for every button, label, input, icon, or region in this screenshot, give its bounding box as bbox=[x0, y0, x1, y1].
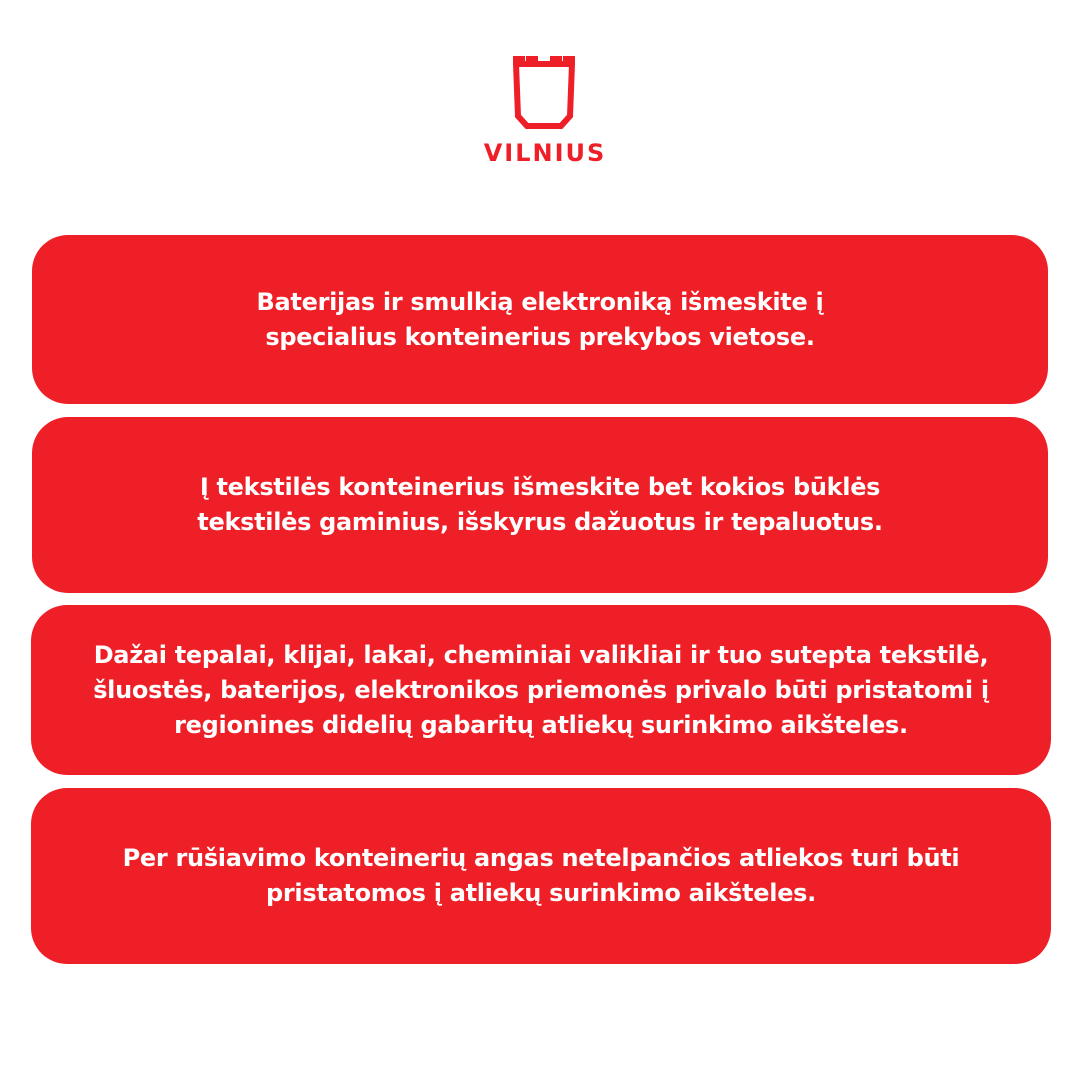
info-card bbox=[32, 235, 1048, 404]
info-card bbox=[32, 417, 1048, 593]
vilnius-tower-logo-icon bbox=[512, 56, 576, 132]
info-card-text: Baterijas ir smulkią elektroniką išmeskite į specialius konteinerius prekybos vietose. bbox=[256, 287, 824, 351]
info-card bbox=[31, 605, 1051, 775]
info-card-text: Per rūšiavimo konteinerių angas netelpančios atliekos turi būti pristatomos į atliekų surinkimo aikšteles. bbox=[122, 844, 960, 907]
info-card bbox=[31, 788, 1051, 964]
info-card-text: Į tekstilės konteinerius išmeskite bet kokios būklės tekstilės gaminius, išskyrus dažuotus ir tepaluotus. bbox=[197, 473, 883, 536]
info-card-text: Dažai tepalai, klijai, lakai, cheminiai valikliai ir tuo sutepta tekstilė, šluostės, baterijos, elektronikos priemonės privalo būti pristatomi į regionines didelių gabaritų atliekų surinkimo aikšteles. bbox=[93, 640, 989, 739]
vilnius-logo bbox=[480, 56, 610, 168]
brand-name: VILNIUS bbox=[483, 139, 607, 167]
